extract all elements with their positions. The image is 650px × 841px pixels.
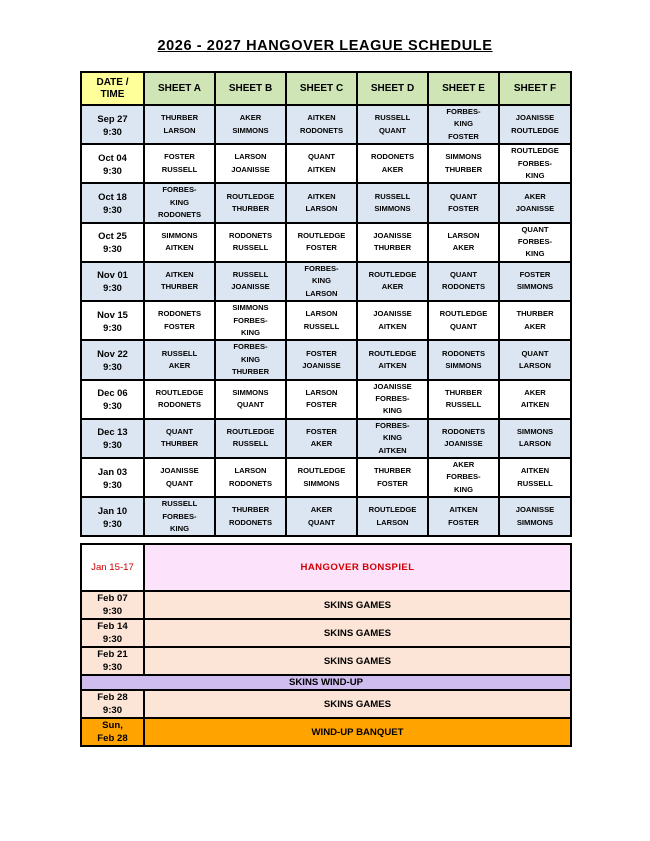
team-name: FOSTER [519, 270, 551, 280]
team-name: ROUTLEDGE [297, 466, 346, 476]
team-name: RUSSELL [517, 478, 553, 488]
team-name: AITKEN [307, 164, 336, 174]
team-name: AKER [239, 113, 262, 123]
team-name: SIMMONS [516, 517, 554, 527]
team-name: KING [312, 276, 331, 286]
team-name: FORBES- [375, 420, 410, 430]
final-skins-label: SKINS GAMES [144, 690, 571, 718]
date-header-label: DATE / [96, 76, 129, 88]
game-date: Nov 01 [97, 269, 128, 281]
sheet-a-game [144, 380, 215, 419]
team-name: SIMMONS [232, 303, 269, 313]
game-date: Nov 22 [97, 347, 128, 359]
team-name: FOSTER [448, 204, 479, 214]
team-name: AITKEN [378, 321, 407, 331]
team-name: SIMMONS [516, 282, 554, 292]
team-name: FOSTER [306, 426, 337, 436]
sheet-d-game [357, 223, 428, 262]
bonspiel-row [81, 544, 571, 591]
team-name: THURBER [444, 387, 483, 397]
team-name: AITKEN [307, 113, 336, 123]
bonspiel-name: HANGOVER BONSPIEL [144, 544, 571, 591]
bonspiel-date: Jan 15-17 [81, 544, 144, 591]
banquet-name: WIND-UP BANQUET [144, 718, 571, 746]
week-date-cell [81, 105, 144, 144]
skins-date: Feb 07 [97, 593, 128, 604]
sheet-d-game [357, 340, 428, 379]
team-name: THURBER [231, 204, 270, 214]
team-name: FORBES- [233, 342, 268, 352]
week-date-cell [81, 497, 144, 536]
team-name: LARSON [234, 152, 267, 162]
sheet-a-game [144, 144, 215, 183]
game-date: Oct 18 [98, 191, 127, 203]
game-time: 9:30 [103, 478, 122, 490]
team-name: AITKEN [520, 466, 550, 476]
sheet-d-game [357, 419, 428, 458]
banquet-row [81, 718, 571, 746]
team-name: FORBES- [517, 237, 553, 247]
team-name: RODONETS [157, 309, 202, 319]
sheet-b-game [215, 262, 286, 301]
team-name: THURBER [373, 466, 412, 476]
team-name: AKER [310, 505, 333, 515]
sheet-b-game [215, 144, 286, 183]
team-name: RUSSELL [232, 270, 269, 280]
team-name: THURBER [231, 505, 270, 515]
team-name: FORBES- [517, 158, 553, 168]
banquet-day: Sun, [102, 720, 123, 731]
team-name: RODONETS [441, 426, 486, 436]
week-date-cell [81, 262, 144, 301]
team-name: FORBES- [375, 393, 410, 403]
team-name: QUANT [379, 125, 406, 135]
team-name: THURBER [516, 309, 554, 319]
team-name: FORBES- [233, 315, 268, 325]
skins-label: SKINS GAMES [144, 619, 571, 647]
team-name: ROUTLEDGE [368, 505, 417, 515]
team-name: FOSTER [306, 243, 337, 253]
week-row [81, 144, 571, 183]
windup-header-row [81, 675, 571, 690]
skins-date-cell [81, 647, 144, 675]
week-row [81, 380, 571, 419]
game-date: Sep 27 [97, 112, 128, 124]
team-name: AITKEN [378, 445, 407, 455]
game-time: 9:30 [103, 164, 122, 176]
team-name: AKER [381, 282, 404, 292]
game-time: 9:30 [103, 125, 122, 137]
week-date-cell [81, 340, 144, 379]
team-name: AKER [452, 459, 475, 469]
team-name: JOANISSE [515, 505, 555, 515]
team-name: FOSTER [306, 400, 337, 410]
sheet-c-game [286, 223, 357, 262]
team-name: QUANT [521, 224, 549, 234]
sheet-c-game [286, 183, 357, 222]
game-time: 9:30 [103, 321, 122, 333]
sheet-e-game [428, 497, 499, 536]
sheet-c-game [286, 262, 357, 301]
team-name: RUSSELL [161, 499, 198, 509]
team-name: KING [454, 484, 473, 494]
team-name: ROUTLEDGE [226, 191, 275, 201]
team-name: AKER [310, 439, 333, 449]
team-name: AKER [452, 243, 475, 253]
banquet-date-cell [81, 718, 144, 746]
team-name: ROUTLEDGE [155, 387, 204, 397]
team-name: RODONETS [370, 152, 415, 162]
sheet-f-game [499, 419, 571, 458]
sheet-c-game [286, 340, 357, 379]
team-name: AKER [524, 191, 546, 201]
sheet-c-header: SHEET C [286, 72, 357, 105]
team-name: AITKEN [165, 270, 194, 280]
team-name: KING [383, 433, 402, 443]
team-name: FOSTER [164, 321, 195, 331]
game-time: 9:30 [103, 204, 122, 216]
team-name: THURBER [231, 367, 270, 377]
team-name: ROUTLEDGE [368, 348, 417, 358]
team-name: JOANISSE [160, 466, 199, 476]
week-date-cell [81, 183, 144, 222]
team-name: KING [170, 197, 189, 207]
game-time: 9:30 [103, 282, 122, 294]
skins-row [81, 619, 571, 647]
sheet-c-game [286, 105, 357, 144]
sheet-a-game [144, 105, 215, 144]
team-name: LARSON [305, 387, 338, 397]
game-time: 9:30 [103, 400, 122, 412]
sheet-a-game [144, 262, 215, 301]
sheet-f-game [499, 105, 571, 144]
team-name: FOSTER [164, 152, 195, 162]
team-name: RUSSELL [161, 164, 198, 174]
week-date-cell [81, 223, 144, 262]
sheet-b-game [215, 497, 286, 536]
team-name: RODONETS [157, 210, 202, 220]
team-name: KING [383, 406, 402, 416]
sheet-f-game [499, 497, 571, 536]
windup-header: SKINS WIND-UP [81, 675, 571, 690]
sheet-e-game [428, 144, 499, 183]
team-name: AITKEN [378, 360, 407, 370]
sheet-e-game [428, 458, 499, 497]
schedule-body [81, 72, 571, 536]
sheet-a-game [144, 458, 215, 497]
week-row [81, 301, 571, 340]
schedule-table [80, 71, 572, 537]
team-name: ROUTLEDGE [439, 309, 488, 319]
skins-label: SKINS GAMES [144, 647, 571, 675]
week-date-cell [81, 380, 144, 419]
sheet-a-game [144, 497, 215, 536]
team-name: FORBES- [446, 107, 481, 116]
sheet-b-game [215, 458, 286, 497]
team-name: LARSON [234, 466, 267, 476]
sheet-d-game [357, 497, 428, 536]
sheet-a-game [144, 223, 215, 262]
team-name: THURBER [160, 282, 199, 292]
sheet-e-game [428, 262, 499, 301]
sheet-e-game [428, 419, 499, 458]
team-name: SIMMONS [161, 230, 198, 240]
team-name: KING [525, 249, 545, 259]
sheet-d-game [357, 380, 428, 419]
week-row [81, 183, 571, 222]
week-date-cell [81, 458, 144, 497]
game-time: 9:30 [103, 439, 122, 451]
skins-date-cell [81, 591, 144, 619]
team-name: RUSSELL [303, 321, 340, 331]
team-name: THURBER [373, 243, 412, 253]
team-name: LARSON [518, 439, 552, 449]
team-name: KING [454, 119, 473, 129]
team-name: JOANISSE [231, 282, 270, 292]
team-name: AKER [168, 360, 191, 370]
sheet-f-header: SHEET F [499, 72, 571, 105]
team-name: JOANISSE [231, 164, 270, 174]
week-row [81, 105, 571, 144]
final-skins-row [81, 690, 571, 718]
team-name: FOSTER [306, 348, 337, 358]
team-name: THURBER [160, 439, 199, 449]
team-name: AITKEN [165, 243, 194, 253]
team-name: RODONETS [228, 517, 273, 527]
skins-date: Feb 14 [97, 621, 128, 632]
skins-time: 9:30 [102, 606, 123, 617]
team-name: RUSSELL [232, 439, 269, 449]
sheet-f-game [499, 380, 571, 419]
team-name: AKER [381, 164, 404, 174]
game-date: Oct 25 [98, 230, 127, 242]
team-name: KING [170, 524, 189, 533]
sheet-e-game [428, 380, 499, 419]
team-name: LARSON [305, 288, 338, 298]
sheet-e-game [428, 301, 499, 340]
page-title: 2026 - 2027 HANGOVER LEAGUE SCHEDULE [157, 38, 493, 54]
team-name: THURBER [444, 164, 483, 174]
team-name: SIMMONS [232, 125, 269, 135]
skins-time: 9:30 [102, 634, 123, 645]
team-name: SIMMONS [303, 478, 340, 488]
team-name: JOANISSE [515, 113, 555, 123]
team-name: FORBES- [304, 263, 339, 273]
team-name: LARSON [163, 125, 196, 135]
team-name: QUANT [166, 478, 193, 488]
week-row [81, 419, 571, 458]
week-row [81, 340, 571, 379]
skins-date: Feb 21 [97, 649, 128, 660]
header-row [81, 72, 571, 105]
team-name: JOANISSE [444, 439, 483, 449]
sheet-f-game [499, 458, 571, 497]
sheet-e-header: SHEET E [428, 72, 499, 105]
skins-row [81, 591, 571, 619]
team-name: RODONETS [228, 230, 273, 240]
skins-label: SKINS GAMES [144, 591, 571, 619]
sheet-c-game [286, 497, 357, 536]
sheet-b-game [215, 223, 286, 262]
time-header-label: TIME [100, 88, 125, 100]
team-name: LARSON [518, 360, 552, 370]
game-date: Jan 03 [97, 465, 128, 477]
team-name: RODONETS [228, 478, 273, 488]
game-time: 9:30 [103, 243, 122, 255]
team-name: SIMMONS [445, 360, 482, 370]
week-row [81, 223, 571, 262]
team-name: AKER [524, 387, 546, 397]
sheet-e-game [428, 183, 499, 222]
team-name: SIMMONS [232, 387, 269, 397]
skins-time: 9:30 [102, 662, 123, 673]
week-row [81, 262, 571, 301]
team-name: RODONETS [441, 282, 486, 292]
week-date-cell [81, 301, 144, 340]
team-name: RUSSELL [374, 191, 411, 201]
team-name: JOANISSE [373, 230, 412, 240]
sheet-e-game [428, 340, 499, 379]
game-date: Dec 06 [97, 387, 128, 399]
team-name: ROUTLEDGE [511, 146, 559, 156]
team-name: QUANT [308, 152, 335, 162]
sheet-a-game [144, 340, 215, 379]
sheet-a-game [144, 419, 215, 458]
team-name: AITKEN [307, 191, 336, 201]
sheet-b-game [215, 105, 286, 144]
team-name: QUANT [237, 400, 264, 410]
skins-date-cell [81, 619, 144, 647]
team-name: RUSSELL [161, 348, 198, 358]
sheet-f-game [499, 262, 571, 301]
team-name: JOANISSE [373, 309, 412, 319]
team-name: JOANISSE [302, 360, 341, 370]
team-name: QUANT [450, 270, 477, 280]
game-time: 9:30 [103, 517, 122, 529]
sheet-d-game [357, 105, 428, 144]
team-name: FORBES- [162, 185, 197, 195]
team-name: FOSTER [448, 131, 479, 141]
sheet-b-game [215, 301, 286, 340]
team-name: AITKEN [449, 505, 478, 515]
team-name: AKER [524, 321, 546, 331]
sheet-b-game [215, 183, 286, 222]
team-name: FORBES- [162, 511, 197, 521]
team-name: LARSON [305, 204, 338, 214]
sheet-b-header: SHEET B [215, 72, 286, 105]
team-name: AITKEN [520, 400, 550, 410]
team-name: SIMMONS [374, 204, 411, 214]
sheet-b-game [215, 380, 286, 419]
team-name: LARSON [305, 309, 338, 319]
sheet-c-game [286, 419, 357, 458]
team-name: ROUTLEDGE [297, 230, 346, 240]
team-name: QUANT [166, 426, 193, 436]
sheet-e-game [428, 223, 499, 262]
sheet-a-header: SHEET A [144, 72, 215, 105]
game-date: Oct 04 [98, 151, 127, 163]
team-name: RODONETS [157, 400, 202, 410]
team-name: LARSON [447, 230, 480, 240]
final-skins-time: 9:30 [102, 705, 123, 716]
game-time: 9:30 [103, 360, 122, 372]
skins-row [81, 647, 571, 675]
sheet-f-game [499, 340, 571, 379]
events-table [80, 543, 572, 747]
date-time-header [81, 72, 144, 105]
sheet-c-game [286, 458, 357, 497]
sheet-d-game [357, 183, 428, 222]
team-name: JOANISSE [373, 381, 412, 391]
week-row [81, 497, 571, 536]
team-name: KING [525, 171, 545, 181]
team-name: LARSON [376, 517, 409, 527]
team-name: ROUTLEDGE [368, 270, 417, 280]
team-name: JOANISSE [515, 204, 555, 214]
week-date-cell [81, 144, 144, 183]
game-date: Nov 15 [97, 308, 128, 320]
sheet-c-game [286, 144, 357, 183]
team-name: RUSSELL [445, 400, 482, 410]
game-date: Dec 13 [97, 426, 128, 438]
sheet-f-game [499, 144, 571, 183]
sheet-d-game [357, 301, 428, 340]
final-skins-date-cell [81, 690, 144, 718]
sheet-d-game [357, 144, 428, 183]
team-name: SIMMONS [445, 152, 482, 162]
sheet-c-game [286, 380, 357, 419]
team-name: QUANT [450, 321, 477, 331]
team-name: RUSSELL [232, 243, 269, 253]
team-name: ROUTLEDGE [511, 125, 559, 135]
sheet-d-game [357, 458, 428, 497]
sheet-c-game [286, 301, 357, 340]
team-name: FOSTER [448, 517, 479, 527]
final-skins-date: Feb 28 [97, 692, 128, 703]
team-name: ROUTLEDGE [226, 426, 275, 436]
week-date-cell [81, 419, 144, 458]
sheet-e-game [428, 105, 499, 144]
team-name: SIMMONS [516, 426, 554, 436]
team-name: KING [241, 327, 260, 337]
team-name: QUANT [450, 191, 477, 201]
team-name: QUANT [308, 517, 335, 527]
game-date: Jan 10 [97, 504, 128, 516]
sheet-b-game [215, 419, 286, 458]
sheet-b-game [215, 340, 286, 379]
sheet-d-header: SHEET D [357, 72, 428, 105]
banquet-date: Feb 28 [97, 733, 128, 744]
week-row [81, 458, 571, 497]
sheet-f-game [499, 183, 571, 222]
team-name: RODONETS [441, 348, 486, 358]
sheet-a-game [144, 183, 215, 222]
team-name: FORBES- [446, 472, 481, 482]
team-name: QUANT [521, 348, 549, 358]
team-name: RUSSELL [374, 113, 411, 123]
team-name: KING [241, 354, 260, 364]
team-name: FOSTER [377, 478, 408, 488]
sheet-f-game [499, 223, 571, 262]
sheet-a-game [144, 301, 215, 340]
team-name: RODONETS [299, 125, 344, 135]
sheet-d-game [357, 262, 428, 301]
sheet-f-game [499, 301, 571, 340]
team-name: THURBER [160, 113, 199, 123]
